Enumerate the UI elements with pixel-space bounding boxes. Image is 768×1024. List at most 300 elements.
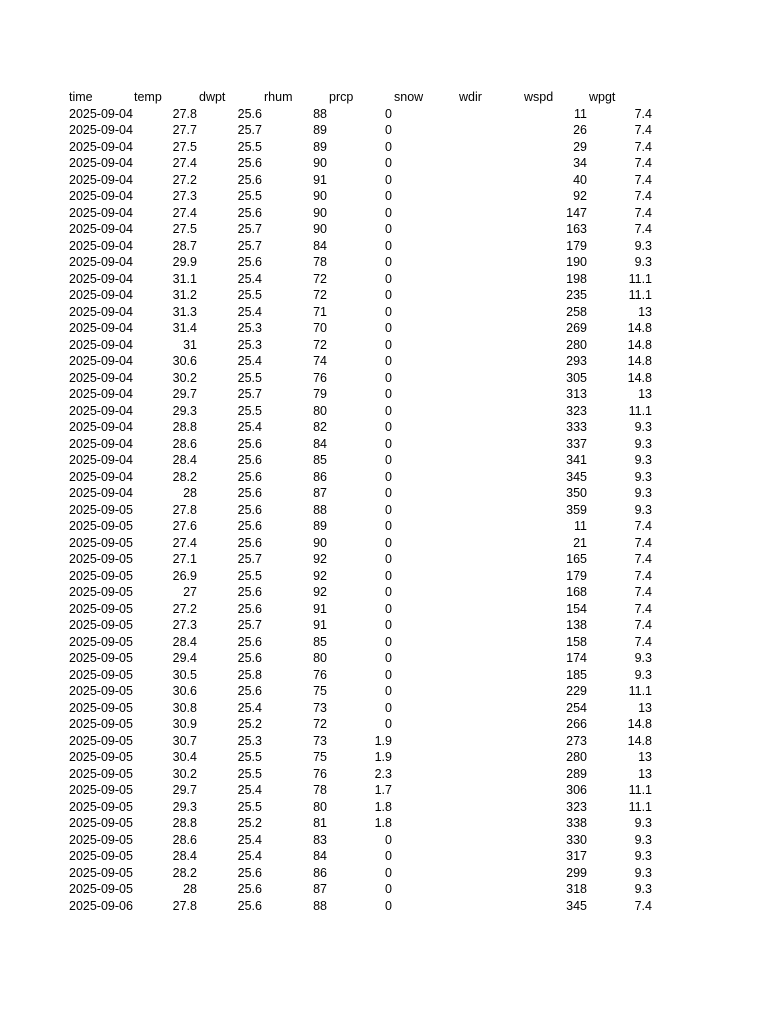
cell-prcp[interactable]: 0 (385, 601, 392, 616)
cell-temp[interactable]: 30.8 (172, 700, 197, 715)
cell-rhum[interactable]: 91 (313, 618, 327, 632)
cell-rhum[interactable]: 86 (313, 469, 327, 484)
cell-prcp[interactable]: 0 (385, 354, 392, 368)
cell-wpgt[interactable]: 9.3 (634, 832, 652, 847)
cell-prcp[interactable]: 1.9 (374, 750, 392, 764)
cell-wdir[interactable] (459, 518, 524, 535)
cell-snow[interactable] (394, 766, 459, 783)
cell-rhum[interactable]: 76 (313, 766, 327, 781)
cell-dwpt[interactable]: 25.4 (237, 420, 262, 434)
cell-rhum[interactable]: 71 (313, 304, 327, 319)
cell-wpgt[interactable]: 11.1 (628, 799, 652, 814)
cell-prcp[interactable]: 0 (385, 585, 392, 599)
cell-rhum[interactable]: 90 (313, 205, 327, 220)
cell-temp[interactable]: 26.9 (172, 568, 197, 583)
cell-prcp[interactable]: 0 (385, 337, 392, 352)
cell-time[interactable]: 2025-09-04 (69, 271, 133, 286)
cell-temp[interactable]: 27.5 (172, 139, 197, 154)
cell-wdir[interactable] (459, 485, 524, 502)
cell-temp[interactable]: 30.2 (172, 370, 197, 385)
cell-dwpt[interactable]: 25.7 (237, 618, 262, 632)
cell-wpgt[interactable]: 14.8 (627, 717, 652, 731)
cell-prcp[interactable]: 0 (385, 651, 392, 665)
cell-rhum[interactable]: 85 (313, 634, 327, 649)
cell-wpgt[interactable]: 9.3 (634, 502, 652, 517)
cell-prcp[interactable]: 0 (385, 370, 392, 385)
column-header-temp[interactable]: temp (134, 90, 162, 104)
cell-dwpt[interactable]: 25.5 (237, 139, 262, 154)
cell-time[interactable]: 2025-09-05 (69, 849, 133, 863)
cell-wspd[interactable]: 306 (566, 783, 587, 797)
cell-rhum[interactable]: 88 (313, 106, 327, 121)
cell-wpgt[interactable]: 9.3 (634, 816, 652, 830)
cell-time[interactable]: 2025-09-05 (69, 783, 133, 797)
cell-wspd[interactable]: 34 (573, 156, 587, 170)
cell-dwpt[interactable]: 25.2 (237, 816, 262, 830)
cell-rhum[interactable]: 85 (313, 453, 327, 467)
cell-time[interactable]: 2025-09-04 (69, 387, 133, 401)
cell-dwpt[interactable]: 25.6 (237, 205, 262, 220)
cell-rhum[interactable]: 80 (313, 799, 327, 814)
cell-time[interactable]: 2025-09-05 (69, 601, 133, 616)
cell-temp[interactable]: 27.4 (172, 156, 197, 170)
cell-dwpt[interactable]: 25.4 (237, 354, 262, 368)
cell-snow[interactable] (394, 172, 459, 189)
cell-wspd[interactable]: 338 (566, 816, 587, 830)
cell-wdir[interactable] (459, 221, 524, 238)
cell-wdir[interactable] (459, 304, 524, 321)
cell-wpgt[interactable]: 13 (638, 700, 652, 715)
cell-time[interactable]: 2025-09-05 (69, 882, 133, 896)
cell-dwpt[interactable]: 25.5 (237, 288, 262, 302)
cell-time[interactable]: 2025-09-05 (69, 667, 133, 682)
cell-rhum[interactable]: 86 (313, 865, 327, 880)
cell-wspd[interactable]: 185 (566, 667, 587, 682)
cell-temp[interactable]: 27.3 (172, 618, 197, 632)
cell-time[interactable]: 2025-09-05 (69, 585, 133, 599)
cell-rhum[interactable]: 88 (313, 898, 327, 913)
cell-rhum[interactable]: 78 (313, 255, 327, 269)
cell-wspd[interactable]: 235 (566, 288, 587, 302)
cell-wdir[interactable] (459, 799, 524, 816)
cell-time[interactable]: 2025-09-06 (69, 898, 133, 913)
cell-wpgt[interactable]: 14.8 (627, 321, 652, 335)
cell-rhum[interactable]: 80 (313, 403, 327, 418)
cell-prcp[interactable]: 0 (385, 123, 392, 137)
cell-dwpt[interactable]: 25.6 (237, 684, 262, 698)
cell-time[interactable]: 2025-09-04 (69, 172, 133, 187)
cell-rhum[interactable]: 83 (313, 832, 327, 847)
cell-rhum[interactable]: 87 (313, 882, 327, 896)
cell-wdir[interactable] (459, 469, 524, 486)
cell-prcp[interactable]: 0 (385, 255, 392, 269)
cell-dwpt[interactable]: 25.6 (237, 519, 262, 533)
cell-wpgt[interactable]: 14.8 (627, 337, 652, 352)
cell-dwpt[interactable]: 25.6 (237, 882, 262, 896)
cell-dwpt[interactable]: 25.6 (237, 651, 262, 665)
cell-wpgt[interactable]: 11.1 (628, 288, 652, 302)
cell-rhum[interactable]: 72 (313, 271, 327, 286)
cell-rhum[interactable]: 84 (313, 436, 327, 451)
cell-prcp[interactable]: 0 (385, 717, 392, 731)
cell-rhum[interactable]: 92 (313, 585, 327, 599)
cell-wdir[interactable] (459, 848, 524, 865)
cell-temp[interactable]: 28.2 (172, 865, 197, 880)
cell-temp[interactable]: 27.1 (172, 552, 197, 566)
cell-wspd[interactable]: 330 (566, 832, 587, 847)
cell-rhum[interactable]: 91 (313, 172, 327, 187)
cell-wspd[interactable]: 11 (574, 106, 587, 121)
cell-snow[interactable] (394, 502, 459, 519)
cell-time[interactable]: 2025-09-05 (69, 651, 133, 665)
cell-prcp[interactable]: 0 (385, 502, 392, 517)
cell-dwpt[interactable]: 25.5 (237, 750, 262, 764)
cell-wpgt[interactable]: 9.3 (634, 486, 652, 500)
cell-rhum[interactable]: 78 (313, 783, 327, 797)
cell-snow[interactable] (394, 551, 459, 568)
cell-wspd[interactable]: 318 (566, 882, 587, 896)
cell-dwpt[interactable]: 25.6 (237, 106, 262, 121)
cell-rhum[interactable]: 91 (313, 601, 327, 616)
cell-temp[interactable]: 28 (183, 882, 197, 896)
cell-temp[interactable]: 28.6 (172, 436, 197, 451)
cell-time[interactable]: 2025-09-05 (69, 618, 133, 632)
cell-snow[interactable] (394, 221, 459, 238)
cell-dwpt[interactable]: 25.3 (237, 321, 262, 335)
cell-snow[interactable] (394, 320, 459, 337)
cell-wdir[interactable] (459, 419, 524, 436)
cell-time[interactable]: 2025-09-05 (69, 832, 133, 847)
cell-wspd[interactable]: 254 (566, 700, 587, 715)
cell-wspd[interactable]: 293 (566, 354, 587, 368)
cell-rhum[interactable]: 84 (313, 849, 327, 863)
cell-temp[interactable]: 29.7 (172, 387, 197, 401)
cell-time[interactable]: 2025-09-04 (69, 255, 133, 269)
cell-prcp[interactable]: 0 (385, 618, 392, 632)
cell-temp[interactable]: 28.4 (172, 849, 197, 863)
cell-dwpt[interactable]: 25.5 (237, 766, 262, 781)
cell-dwpt[interactable]: 25.6 (237, 634, 262, 649)
cell-snow[interactable] (394, 617, 459, 634)
cell-dwpt[interactable]: 25.6 (237, 502, 262, 517)
cell-dwpt[interactable]: 25.6 (237, 585, 262, 599)
cell-prcp[interactable]: 1.8 (374, 799, 392, 814)
cell-temp[interactable]: 29.7 (172, 783, 197, 797)
cell-temp[interactable]: 27.2 (172, 601, 197, 616)
cell-rhum[interactable]: 84 (313, 238, 327, 253)
cell-wdir[interactable] (459, 106, 524, 123)
cell-prcp[interactable]: 0 (385, 552, 392, 566)
cell-temp[interactable]: 27 (183, 585, 197, 599)
cell-wpgt[interactable]: 9.3 (634, 651, 652, 665)
cell-wdir[interactable] (459, 881, 524, 898)
cell-prcp[interactable]: 0 (385, 189, 392, 203)
cell-wspd[interactable]: 26 (573, 123, 587, 137)
cell-prcp[interactable]: 0 (385, 453, 392, 467)
cell-wdir[interactable] (459, 271, 524, 288)
cell-wspd[interactable]: 40 (573, 172, 587, 187)
cell-snow[interactable] (394, 898, 459, 915)
cell-temp[interactable]: 30.9 (172, 717, 197, 731)
cell-wspd[interactable]: 198 (566, 271, 587, 286)
column-header-snow[interactable]: snow (394, 90, 424, 104)
cell-prcp[interactable]: 0 (385, 667, 392, 682)
column-header-time[interactable]: time (69, 90, 93, 104)
cell-prcp[interactable]: 0 (385, 321, 392, 335)
cell-wpgt[interactable]: 7.4 (634, 552, 652, 566)
cell-prcp[interactable]: 0 (385, 436, 392, 451)
cell-wdir[interactable] (459, 337, 524, 354)
cell-temp[interactable]: 28.4 (172, 634, 197, 649)
cell-snow[interactable] (394, 304, 459, 321)
cell-dwpt[interactable]: 25.6 (237, 469, 262, 484)
cell-time[interactable]: 2025-09-04 (69, 354, 133, 368)
cell-snow[interactable] (394, 700, 459, 717)
cell-prcp[interactable]: 0 (385, 865, 392, 880)
cell-wdir[interactable] (459, 551, 524, 568)
cell-dwpt[interactable]: 25.6 (237, 436, 262, 451)
cell-wpgt[interactable]: 9.3 (634, 865, 652, 880)
cell-wspd[interactable]: 21 (573, 535, 587, 550)
cell-wdir[interactable] (459, 733, 524, 750)
cell-time[interactable]: 2025-09-05 (69, 733, 133, 748)
cell-time[interactable]: 2025-09-04 (69, 436, 133, 451)
cell-snow[interactable] (394, 733, 459, 750)
cell-wspd[interactable]: 273 (566, 733, 587, 748)
cell-wspd[interactable]: 345 (566, 898, 587, 913)
cell-rhum[interactable]: 73 (313, 700, 327, 715)
cell-time[interactable]: 2025-09-04 (69, 288, 133, 302)
cell-time[interactable]: 2025-09-04 (69, 337, 133, 352)
cell-prcp[interactable]: 0 (385, 882, 392, 896)
cell-dwpt[interactable]: 25.7 (237, 238, 262, 253)
cell-wpgt[interactable]: 9.3 (634, 255, 652, 269)
cell-time[interactable]: 2025-09-05 (69, 634, 133, 649)
cell-wpgt[interactable]: 11.1 (628, 684, 652, 698)
cell-snow[interactable] (394, 865, 459, 882)
cell-time[interactable]: 2025-09-05 (69, 816, 133, 830)
cell-snow[interactable] (394, 188, 459, 205)
cell-time[interactable]: 2025-09-05 (69, 766, 133, 781)
cell-dwpt[interactable]: 25.6 (237, 156, 262, 170)
cell-wdir[interactable] (459, 353, 524, 370)
cell-wpgt[interactable]: 11.1 (628, 783, 652, 797)
cell-dwpt[interactable]: 25.7 (237, 222, 262, 236)
cell-time[interactable]: 2025-09-04 (69, 403, 133, 418)
cell-time[interactable]: 2025-09-04 (69, 370, 133, 385)
cell-rhum[interactable]: 75 (313, 684, 327, 698)
cell-rhum[interactable]: 89 (313, 139, 327, 154)
column-header-prcp[interactable]: prcp (329, 90, 354, 104)
cell-wpgt[interactable]: 9.3 (634, 667, 652, 682)
cell-wpgt[interactable]: 13 (638, 750, 652, 764)
cell-dwpt[interactable]: 25.4 (237, 832, 262, 847)
cell-time[interactable]: 2025-09-04 (69, 106, 133, 121)
cell-time[interactable]: 2025-09-04 (69, 238, 133, 253)
cell-wspd[interactable]: 147 (566, 205, 587, 220)
cell-prcp[interactable]: 0 (385, 403, 392, 418)
cell-time[interactable]: 2025-09-05 (69, 684, 133, 698)
cell-time[interactable]: 2025-09-05 (69, 717, 133, 731)
cell-rhum[interactable]: 74 (313, 354, 327, 368)
cell-temp[interactable]: 27.7 (172, 123, 197, 137)
cell-prcp[interactable]: 1.7 (374, 783, 392, 797)
cell-wdir[interactable] (459, 205, 524, 222)
cell-dwpt[interactable]: 25.6 (237, 255, 262, 269)
cell-snow[interactable] (394, 386, 459, 403)
cell-wspd[interactable]: 313 (566, 387, 587, 401)
cell-temp[interactable]: 27.2 (172, 172, 197, 187)
cell-dwpt[interactable]: 25.6 (237, 486, 262, 500)
cell-wdir[interactable] (459, 386, 524, 403)
cell-snow[interactable] (394, 650, 459, 667)
cell-dwpt[interactable]: 25.5 (237, 370, 262, 385)
column-header-dwpt[interactable]: dwpt (199, 90, 226, 104)
cell-wdir[interactable] (459, 617, 524, 634)
cell-temp[interactable]: 28.8 (172, 420, 197, 434)
cell-wpgt[interactable]: 14.8 (627, 733, 652, 748)
cell-wspd[interactable]: 266 (566, 717, 587, 731)
cell-wspd[interactable]: 337 (566, 436, 587, 451)
cell-temp[interactable]: 30.6 (172, 354, 197, 368)
cell-dwpt[interactable]: 25.5 (237, 799, 262, 814)
cell-wpgt[interactable]: 9.3 (634, 849, 652, 863)
cell-wspd[interactable]: 280 (566, 337, 587, 352)
cell-wpgt[interactable]: 7.4 (634, 172, 652, 187)
cell-rhum[interactable]: 76 (313, 667, 327, 682)
cell-snow[interactable] (394, 205, 459, 222)
cell-dwpt[interactable]: 25.2 (237, 717, 262, 731)
cell-wspd[interactable]: 359 (566, 502, 587, 517)
cell-dwpt[interactable]: 25.6 (237, 535, 262, 550)
cell-wspd[interactable]: 179 (566, 238, 587, 253)
cell-wpgt[interactable]: 9.3 (634, 469, 652, 484)
cell-rhum[interactable]: 72 (313, 337, 327, 352)
cell-dwpt[interactable]: 25.4 (237, 271, 262, 286)
cell-dwpt[interactable]: 25.6 (237, 172, 262, 187)
cell-prcp[interactable]: 0 (385, 288, 392, 302)
cell-dwpt[interactable]: 25.5 (237, 189, 262, 203)
cell-wpgt[interactable]: 9.3 (634, 420, 652, 434)
cell-dwpt[interactable]: 25.6 (237, 865, 262, 880)
cell-wdir[interactable] (459, 535, 524, 552)
cell-prcp[interactable]: 0 (385, 222, 392, 236)
cell-temp[interactable]: 29.3 (172, 403, 197, 418)
cell-snow[interactable] (394, 518, 459, 535)
cell-wpgt[interactable]: 7.4 (634, 535, 652, 550)
cell-wdir[interactable] (459, 238, 524, 255)
cell-wspd[interactable]: 341 (566, 453, 587, 467)
cell-rhum[interactable]: 90 (313, 156, 327, 170)
cell-wdir[interactable] (459, 139, 524, 156)
cell-temp[interactable]: 30.7 (172, 733, 197, 748)
cell-wpgt[interactable]: 7.4 (634, 568, 652, 583)
cell-temp[interactable]: 29.4 (172, 651, 197, 665)
cell-snow[interactable] (394, 799, 459, 816)
cell-wdir[interactable] (459, 502, 524, 519)
cell-snow[interactable] (394, 155, 459, 172)
cell-time[interactable]: 2025-09-05 (69, 519, 133, 533)
cell-wspd[interactable]: 323 (566, 799, 587, 814)
cell-rhum[interactable]: 81 (313, 816, 327, 830)
cell-prcp[interactable]: 0 (385, 700, 392, 715)
column-header-wdir[interactable]: wdir (459, 90, 482, 104)
cell-wdir[interactable] (459, 370, 524, 387)
cell-prcp[interactable]: 0 (385, 568, 392, 583)
cell-snow[interactable] (394, 436, 459, 453)
cell-wpgt[interactable]: 11.1 (628, 271, 652, 286)
cell-snow[interactable] (394, 122, 459, 139)
cell-snow[interactable] (394, 419, 459, 436)
cell-rhum[interactable]: 87 (313, 486, 327, 500)
cell-time[interactable]: 2025-09-04 (69, 222, 133, 236)
cell-wspd[interactable]: 317 (566, 849, 587, 863)
cell-time[interactable]: 2025-09-05 (69, 568, 133, 583)
cell-wspd[interactable]: 345 (566, 469, 587, 484)
cell-prcp[interactable]: 0 (385, 898, 392, 913)
cell-wspd[interactable]: 333 (566, 420, 587, 434)
cell-rhum[interactable]: 76 (313, 370, 327, 385)
cell-snow[interactable] (394, 601, 459, 618)
cell-snow[interactable] (394, 469, 459, 486)
cell-wdir[interactable] (459, 716, 524, 733)
cell-wdir[interactable] (459, 188, 524, 205)
cell-wdir[interactable] (459, 749, 524, 766)
cell-temp[interactable]: 27.4 (172, 535, 197, 550)
cell-temp[interactable]: 29.9 (172, 255, 197, 269)
cell-wpgt[interactable]: 14.8 (627, 370, 652, 385)
cell-wdir[interactable] (459, 815, 524, 832)
cell-prcp[interactable]: 0 (385, 139, 392, 154)
cell-dwpt[interactable]: 25.5 (237, 568, 262, 583)
cell-snow[interactable] (394, 815, 459, 832)
cell-wspd[interactable]: 174 (566, 651, 587, 665)
cell-temp[interactable]: 31 (183, 337, 197, 352)
cell-temp[interactable]: 27.3 (172, 189, 197, 203)
cell-rhum[interactable]: 72 (313, 288, 327, 302)
cell-wdir[interactable] (459, 634, 524, 651)
cell-snow[interactable] (394, 716, 459, 733)
cell-temp[interactable]: 30.4 (172, 750, 197, 764)
cell-rhum[interactable]: 89 (313, 519, 327, 533)
cell-snow[interactable] (394, 370, 459, 387)
cell-wdir[interactable] (459, 254, 524, 271)
cell-wdir[interactable] (459, 568, 524, 585)
cell-wspd[interactable]: 154 (566, 601, 587, 616)
cell-temp[interactable]: 27.5 (172, 222, 197, 236)
cell-dwpt[interactable]: 25.4 (237, 849, 262, 863)
cell-wspd[interactable]: 190 (566, 255, 587, 269)
cell-temp[interactable]: 31.3 (172, 304, 197, 319)
cell-wdir[interactable] (459, 782, 524, 799)
cell-time[interactable]: 2025-09-05 (69, 750, 133, 764)
cell-wspd[interactable]: 168 (566, 585, 587, 599)
cell-wpgt[interactable]: 7.4 (634, 123, 652, 137)
cell-temp[interactable]: 30.2 (172, 766, 197, 781)
cell-wdir[interactable] (459, 122, 524, 139)
cell-rhum[interactable]: 79 (313, 387, 327, 401)
cell-prcp[interactable]: 0 (385, 172, 392, 187)
cell-snow[interactable] (394, 634, 459, 651)
cell-snow[interactable] (394, 287, 459, 304)
cell-wdir[interactable] (459, 155, 524, 172)
cell-temp[interactable]: 31.2 (172, 288, 197, 302)
cell-dwpt[interactable]: 25.7 (237, 123, 262, 137)
cell-prcp[interactable]: 0 (385, 156, 392, 170)
cell-prcp[interactable]: 0 (385, 469, 392, 484)
cell-wdir[interactable] (459, 172, 524, 189)
cell-wspd[interactable]: 163 (566, 222, 587, 236)
